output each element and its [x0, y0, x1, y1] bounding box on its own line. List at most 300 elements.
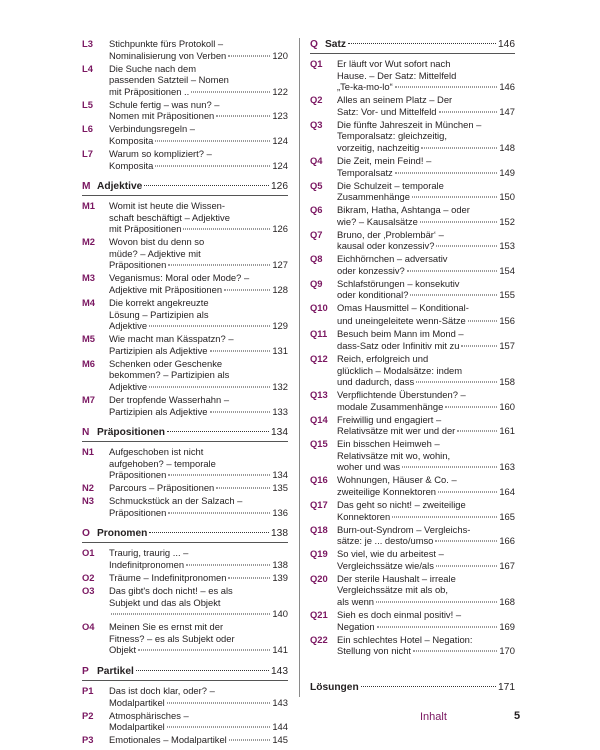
- entry-code: Q14: [310, 413, 328, 425]
- toc-entry: [82, 710, 288, 733]
- leader-dots: [410, 295, 497, 296]
- entry-code: Q4: [310, 154, 323, 166]
- toc-entry: [310, 609, 515, 632]
- leader-dots: [228, 578, 270, 579]
- leader-dots: [412, 197, 497, 198]
- toc-entry: [82, 394, 288, 417]
- section-heading: [310, 38, 515, 51]
- entry-page: 140: [272, 608, 288, 620]
- leader-dots: [183, 229, 270, 230]
- toc-entry: [310, 438, 515, 473]
- entry-line: Veganismus: Moral oder Mode? –: [109, 272, 250, 284]
- entry-last-text: Präpositionen: [109, 469, 167, 481]
- entry-page: 149: [499, 166, 515, 178]
- entry-body: [109, 148, 288, 171]
- entry-code: Q22: [310, 633, 328, 645]
- toc-entry: [82, 572, 288, 584]
- entry-code: M7: [82, 393, 96, 405]
- entry-line: Reich, erfolgreich und: [337, 352, 429, 364]
- entry-page: 133: [272, 405, 288, 417]
- entry-last-text: Stellung von nicht: [337, 645, 412, 657]
- entry-line: Er läuft vor Wut sofort nach: [337, 58, 451, 69]
- entry-last-text: woher und was: [337, 461, 401, 473]
- entry-code: Q17: [310, 499, 328, 511]
- entry-page: 145: [272, 734, 288, 746]
- toc-entry: [82, 38, 288, 61]
- entry-page: 147: [499, 105, 515, 117]
- entry-last-text: Träume – Indefinitpronomen: [109, 572, 227, 584]
- entry-page: 169: [499, 620, 515, 632]
- entry-last-text: Temporalsatz: [337, 166, 393, 178]
- toc-entry: [310, 155, 515, 178]
- toc-entry: [310, 253, 515, 276]
- entry-body: [109, 585, 288, 620]
- section-code: N: [82, 427, 90, 439]
- toc-entry: [82, 495, 288, 518]
- toc-entry: [82, 272, 288, 295]
- entry-last-text: Modalpartikel: [109, 721, 165, 733]
- entry-last-text: als wenn: [337, 595, 375, 607]
- entry-last-text: Adjektive: [109, 320, 148, 332]
- entry-body: [337, 609, 515, 632]
- entry-last-line: [109, 259, 288, 271]
- entry-last-text: Konnektoren: [337, 510, 391, 522]
- entry-code: Q20: [310, 572, 328, 584]
- entry-body: [109, 236, 288, 271]
- entry-page: 153: [499, 240, 515, 252]
- entry-body: [337, 278, 515, 301]
- entry-code: Q21: [310, 608, 328, 620]
- entry-code: L7: [82, 147, 93, 159]
- entry-last-line: [109, 644, 288, 656]
- entry-code: Q15: [310, 438, 328, 450]
- entry-line: Verbindungsregeln –: [109, 123, 196, 135]
- entry-last-line: [337, 535, 515, 547]
- leader-dots: [168, 475, 270, 476]
- toc-entry: [82, 685, 288, 708]
- entry-last-line: [337, 81, 515, 93]
- entry-line: So viel, wie du arbeitest –: [337, 548, 444, 560]
- entry-last-line: [109, 381, 288, 393]
- entry-last-line: [337, 142, 515, 154]
- entry-last-line: [109, 86, 288, 98]
- entry-line: müde? – Adjektive mit: [109, 247, 201, 259]
- toc-entry: [82, 63, 288, 98]
- entry-line: Bikram, Hatha, Ashtanga – oder: [337, 204, 470, 216]
- entry-last-text: dass-Satz oder Infinitiv mit zu: [337, 339, 460, 351]
- entry-body: [337, 573, 515, 608]
- entry-last-line: [109, 572, 288, 584]
- leader-dots: [138, 650, 270, 651]
- entry-line: Das ist doch klar, oder? –: [109, 684, 215, 696]
- entry-line: Die Zeit, mein Feind! –: [337, 154, 432, 166]
- entry-last-line: [337, 621, 515, 633]
- loesungen-entry: [310, 681, 515, 694]
- entry-body: [109, 358, 288, 393]
- leader-dots: [168, 512, 270, 513]
- entry-last-text: sätze: je ... desto/umso: [337, 535, 434, 547]
- entry-body: [337, 438, 515, 473]
- entry-line: Der tropfende Wasserhahn –: [109, 393, 230, 405]
- leader-dots: [111, 614, 270, 615]
- entry-last-line: [337, 216, 515, 228]
- entry-body: [109, 38, 288, 61]
- entry-line: bekommen? – Partizipien als: [109, 369, 230, 381]
- entry-line: Freiwillig und engagiert –: [337, 413, 442, 425]
- leader-dots: [438, 492, 497, 493]
- section-code: P: [82, 665, 89, 677]
- entry-code: Q7: [310, 228, 323, 240]
- entry-last-text: vorzeitig, nachzeitig: [337, 141, 420, 153]
- section-title: Pronomen: [97, 528, 148, 540]
- entry-line: Der sterile Haushalt – irreale: [337, 572, 456, 584]
- entry-line: Besuch beim Mann im Mond –: [337, 328, 464, 340]
- entry-line: Sieh es doch einmal positiv! –: [337, 608, 462, 620]
- entry-page: 136: [272, 506, 288, 518]
- entry-last-text: oder konditional?: [337, 289, 409, 301]
- leader-dots: [210, 350, 271, 351]
- leader-dots: [155, 165, 270, 166]
- leader-dots: [413, 651, 497, 652]
- leader-dots: [395, 172, 498, 173]
- entry-line: Temporalsatz: gleichzeitig,: [337, 130, 447, 142]
- leader-dots: [167, 727, 271, 728]
- toc-entry: [310, 573, 515, 608]
- loesungen-title: Lösungen: [310, 682, 359, 693]
- entry-body: [109, 297, 288, 332]
- entry-body: [109, 547, 288, 570]
- entry-page: 170: [499, 645, 515, 657]
- entry-last-line: [337, 340, 515, 352]
- entry-line: Die Schulzeit – temporale: [337, 179, 444, 191]
- entry-page: 143: [272, 696, 288, 708]
- entry-line: Ein schlechtes Hotel – Negation:: [337, 633, 473, 645]
- section-rule: [82, 441, 288, 442]
- entry-page: 158: [499, 376, 515, 388]
- section-code: O: [82, 528, 90, 540]
- leader-dots: [228, 55, 270, 56]
- toc-entry: [310, 634, 515, 657]
- leader-dots: [457, 431, 497, 432]
- entry-body: [337, 180, 515, 203]
- leader-dots: [416, 382, 497, 383]
- leader-dots: [361, 686, 496, 687]
- entry-last-line: [337, 315, 515, 327]
- entry-page: 156: [499, 315, 515, 327]
- toc-entry: [82, 333, 288, 356]
- entry-line: Ein bisschen Heimweh –: [337, 438, 440, 450]
- leader-dots: [436, 246, 497, 247]
- entry-page: 141: [272, 644, 288, 656]
- entry-last-text: kausal oder konzessiv?: [337, 240, 435, 252]
- entry-page: 138: [272, 559, 288, 571]
- section-title: Satz: [325, 39, 346, 50]
- entry-code: P1: [82, 684, 94, 696]
- entry-last-line: [337, 511, 515, 523]
- entry-code: Q18: [310, 523, 328, 535]
- entry-line: glücklich – Modalsätze: indem: [337, 364, 463, 376]
- leader-dots: [216, 488, 270, 489]
- entry-last-text: wie? – Kausalsätze: [337, 215, 418, 227]
- entry-last-line: [337, 401, 515, 413]
- entry-line: Wovon bist du denn so: [109, 236, 205, 248]
- toc-entry: [310, 474, 515, 497]
- entry-body: [337, 328, 515, 351]
- entry-last-line: [109, 482, 288, 494]
- entry-code: L5: [82, 98, 93, 110]
- entry-line: Eichhörnchen – adversativ: [337, 253, 448, 265]
- entry-line: Die Suche nach dem: [109, 62, 197, 74]
- page-number: 5: [514, 710, 521, 722]
- entry-last-text: mit Präpositionen ..: [109, 85, 190, 97]
- entry-body: [109, 710, 288, 733]
- entry-code: M1: [82, 200, 96, 212]
- entry-line: Vergleichssätze mit als ob,: [337, 584, 448, 596]
- toc-entry: [310, 119, 515, 154]
- entry-last-text: „Te-ka-mo-lo“: [337, 81, 393, 93]
- leader-dots: [186, 565, 270, 566]
- entry-line: Womit ist heute die Wissen-: [109, 200, 226, 212]
- toc-entry: [310, 389, 515, 412]
- entry-last-line: [109, 135, 288, 147]
- entry-last-line: [109, 608, 288, 620]
- leader-dots: [402, 467, 497, 468]
- entry-code: N1: [82, 446, 94, 458]
- entry-body: [337, 229, 515, 252]
- entry-code: O4: [82, 621, 95, 633]
- entry-body: [337, 94, 515, 117]
- section-page: 146: [498, 39, 515, 50]
- toc-entry: [310, 524, 515, 547]
- entry-body: [337, 474, 515, 497]
- entry-last-line: [109, 507, 288, 519]
- entry-last-line: [337, 167, 515, 179]
- toc-entry: [82, 200, 288, 235]
- entry-last-text: Relativsätze mit wer und der: [337, 425, 456, 437]
- entry-page: 120: [272, 49, 288, 61]
- entry-code: Q2: [310, 94, 323, 106]
- entry-last-line: [109, 110, 288, 122]
- toc-entry: [310, 204, 515, 227]
- toc-entry: [310, 94, 515, 117]
- entry-body: [337, 302, 515, 314]
- entry-code: Q8: [310, 253, 323, 265]
- entry-line: Bruno, der ‚Problembär‘ –: [337, 228, 444, 240]
- entry-line: passenden Satzteil – Nomen: [109, 74, 229, 86]
- entry-line: Burn-out-Syndrom – Vergleichs-: [337, 523, 471, 535]
- entry-line: Aufgeschoben ist nicht: [109, 446, 204, 458]
- entry-last-text: Präpositionen: [109, 259, 167, 271]
- entry-page: 154: [499, 264, 515, 276]
- entry-last-line: [109, 50, 288, 62]
- leader-dots: [144, 185, 269, 186]
- entry-line: Fitness? – es als Subjekt oder: [109, 632, 235, 644]
- entry-code: N2: [82, 482, 94, 494]
- entry-last-line: [337, 560, 515, 572]
- toc-entry: [82, 99, 288, 122]
- entry-code: [310, 315, 337, 327]
- entry-last-line: [109, 223, 288, 235]
- entry-code: Q11: [310, 328, 328, 340]
- entry-line: Lösung – Partizipien als: [109, 308, 209, 320]
- toc-entry: [310, 499, 515, 522]
- entry-line: Das gibt's doch nicht! – es als: [109, 585, 233, 597]
- leader-dots: [167, 431, 269, 432]
- entry-body: [109, 200, 288, 235]
- section-title: Adjektive: [97, 181, 143, 193]
- section-rule: [310, 53, 515, 54]
- entry-body: [109, 123, 288, 146]
- entry-page: 163: [499, 461, 515, 473]
- entry-last-text: Komposita: [109, 134, 154, 146]
- entry-code: Q6: [310, 204, 323, 216]
- entry-page: 155: [499, 289, 515, 301]
- entry-last-line: [109, 721, 288, 733]
- entry-body: [337, 353, 515, 388]
- entry-line: Relativsätze mit wo, wohin,: [337, 449, 451, 461]
- entry-body: [109, 394, 288, 417]
- entry-last-text: und dadurch, dass: [337, 376, 415, 388]
- entry-code: M5: [82, 333, 96, 345]
- toc-entry: [310, 548, 515, 571]
- toc-entry: [82, 585, 288, 620]
- entry-line: Warum so kompliziert? –: [109, 147, 212, 159]
- entry-body: [109, 495, 288, 518]
- entry-page: 152: [499, 215, 515, 227]
- entry-last-text: Satz: Vor- und Mittelfeld: [337, 105, 437, 117]
- entry-page: 165: [499, 510, 515, 522]
- entry-code: M6: [82, 357, 96, 369]
- entry-last-line: [337, 302, 515, 314]
- entry-page: 139: [272, 572, 288, 584]
- entry-last-line: [109, 284, 288, 296]
- leader-dots: [348, 43, 496, 44]
- entry-last-text: Nominalisierung von Verben: [109, 49, 227, 61]
- section-page: 134: [271, 427, 288, 439]
- entry-body: [109, 333, 288, 356]
- entry-line: Stichpunkte fürs Protokoll –: [109, 38, 224, 49]
- entry-last-text: Vergleichssätze wie/als: [337, 559, 434, 571]
- entry-line: aufgehoben? – temporale: [109, 457, 216, 469]
- leader-dots: [392, 516, 497, 517]
- toc-entry: [82, 621, 288, 656]
- entry-code: Q13: [310, 389, 328, 401]
- entry-line: Wohnungen, Häuser & Co. –: [337, 474, 457, 486]
- entry-last-text: Nomen mit Präpositionen: [109, 110, 215, 122]
- toc-entry: [82, 482, 288, 494]
- section-title: Präpositionen: [97, 427, 165, 439]
- entry-page: 164: [499, 486, 515, 498]
- entry-line: Schenken oder Geschenke: [109, 357, 223, 369]
- section-title: Partikel: [97, 665, 134, 677]
- entry-code: M2: [82, 236, 96, 248]
- toc-entry: [310, 414, 515, 437]
- entry-last-text: Adjektive mit Präpositionen: [109, 284, 223, 296]
- entry-last-text: Zusammenhänge: [337, 191, 410, 203]
- toc-entry: [82, 547, 288, 570]
- section-rule: [82, 680, 288, 681]
- toc-entry: [310, 58, 515, 93]
- entry-last-line: [109, 160, 288, 172]
- entry-page: 166: [499, 535, 515, 547]
- leader-dots: [224, 290, 270, 291]
- entry-page: 127: [272, 259, 288, 271]
- entry-code: Q10: [310, 302, 328, 314]
- entry-line: Atmosphärisches –: [109, 709, 189, 721]
- entry-last-text: modale Zusammenhänge: [337, 400, 444, 412]
- entry-line: Traurig, traurig ... –: [109, 547, 189, 559]
- entry-body: [109, 572, 288, 584]
- toc-entry: [310, 315, 515, 327]
- leader-dots: [461, 345, 497, 346]
- toc-entry: [82, 148, 288, 171]
- entry-line: Alles an seinem Platz – Der: [337, 94, 453, 106]
- entry-last-line: [109, 345, 288, 357]
- entry-page: 129: [272, 320, 288, 332]
- leader-dots: [377, 626, 498, 627]
- toc-entry: [82, 297, 288, 332]
- entry-body: [109, 482, 288, 494]
- entry-last-line: [109, 559, 288, 571]
- entry-page: 123: [272, 110, 288, 122]
- entry-page: 144: [272, 721, 288, 733]
- entry-last-text: Partizipien als Adjektive: [109, 405, 208, 417]
- entry-last-line: [337, 645, 515, 657]
- entry-page: 122: [272, 85, 288, 97]
- entry-line: Schlafstörungen – konsekutiv: [337, 277, 460, 289]
- entry-page: 168: [499, 595, 515, 607]
- entry-last-text: Modalpartikel: [109, 696, 165, 708]
- entry-body: [109, 63, 288, 98]
- section-heading: [82, 665, 288, 678]
- entry-code: Q16: [310, 474, 328, 486]
- entry-body: [109, 685, 288, 708]
- entry-last-line: [109, 469, 288, 481]
- leader-dots: [229, 740, 271, 741]
- entry-last-text: Adjektive: [109, 380, 148, 392]
- entry-body: [337, 119, 515, 154]
- entry-last-text: Präpositionen: [109, 506, 167, 518]
- entry-body: [109, 272, 288, 295]
- section-code: M: [82, 181, 91, 193]
- toc-entry: [82, 123, 288, 146]
- entry-code: N3: [82, 495, 94, 507]
- entry-line: Meinen Sie es ernst mit der: [109, 621, 224, 633]
- entry-body: [337, 634, 515, 657]
- section-rule: [82, 542, 288, 543]
- leader-dots: [421, 147, 497, 148]
- entry-last-text: Parcours – Präpositionen: [109, 482, 215, 494]
- toc-entry: [82, 446, 288, 481]
- entry-last-text: Partizipien als Adjektive: [109, 344, 208, 356]
- entry-body: [337, 548, 515, 571]
- toc-entry: [310, 278, 515, 301]
- entry-page: 126: [272, 223, 288, 235]
- leader-dots: [435, 541, 497, 542]
- entry-last-text: mit Präpositionen: [109, 223, 182, 235]
- entry-last-line: [337, 191, 515, 203]
- leader-dots: [436, 565, 497, 566]
- footer-label: Inhalt: [420, 711, 447, 723]
- section-page: 138: [271, 528, 288, 540]
- entry-last-line: [337, 289, 515, 301]
- leader-dots: [136, 670, 269, 671]
- leader-dots: [420, 221, 498, 222]
- entry-page: 124: [272, 134, 288, 146]
- right-column: [310, 38, 515, 658]
- entry-line: Subjekt und das als Objekt: [109, 596, 221, 608]
- loesungen-page: 171: [498, 682, 515, 693]
